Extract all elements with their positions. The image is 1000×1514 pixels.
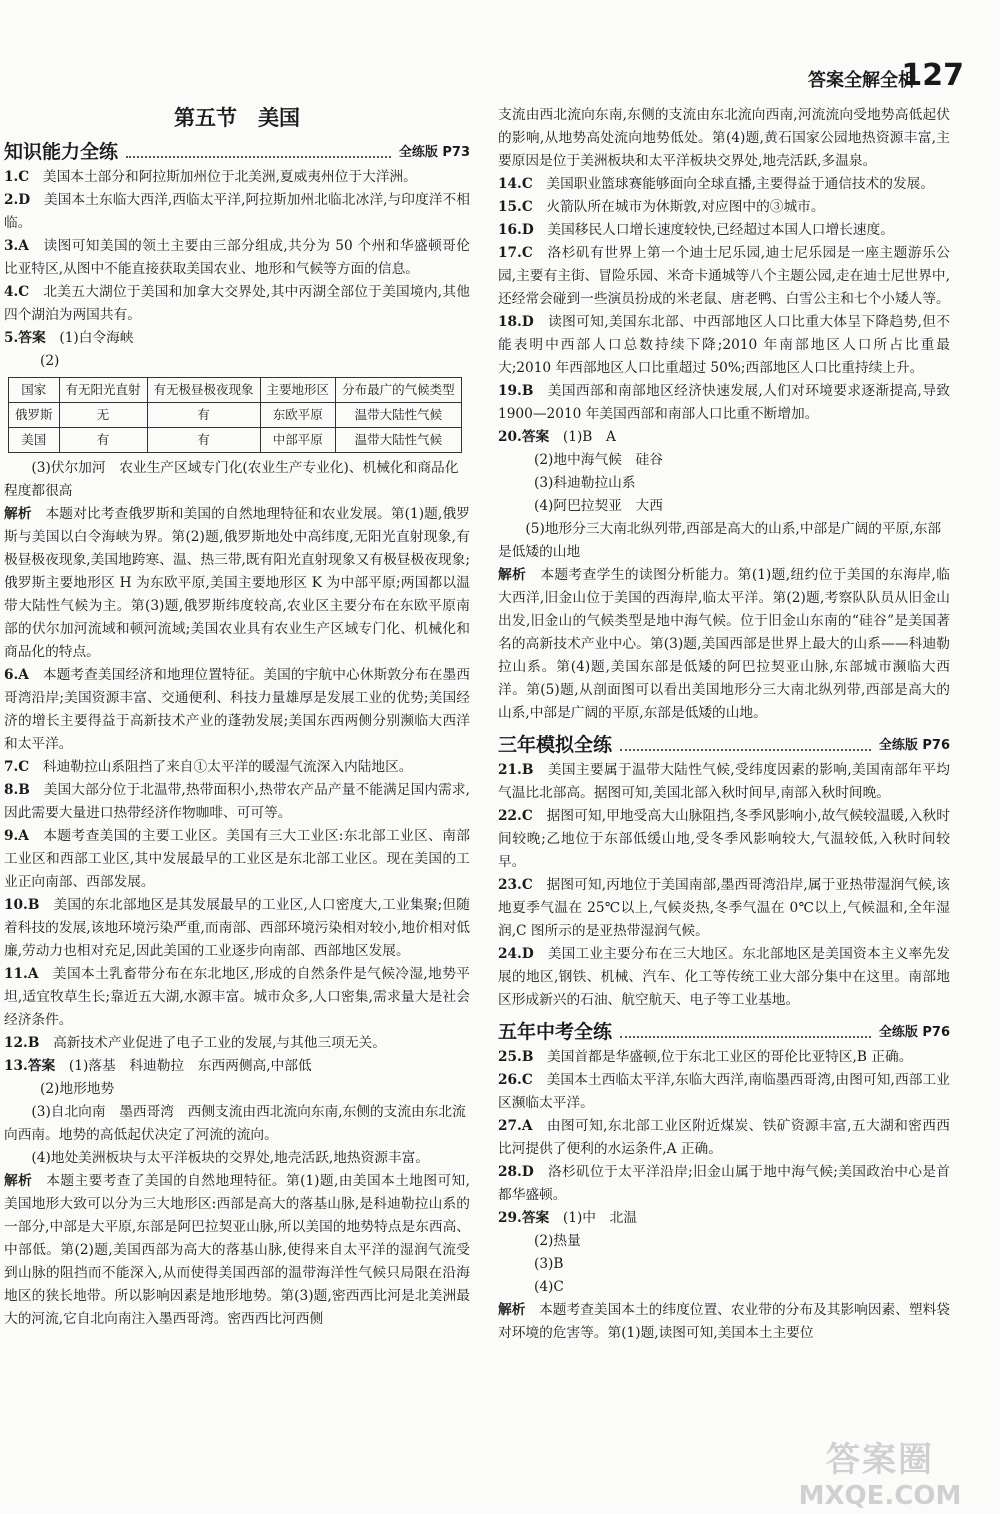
table-header-cell: 主要地形区 [260, 378, 336, 403]
answer-subpart: (3)科迪勒拉山系 [534, 475, 636, 491]
answer-text: 火箭队所在城市为休斯敦,对应图中的③城市。 [532, 199, 825, 215]
answer-text: 美国大部分位于北温带,热带面积小,热带农产品产量不能满足国内需求,因此需要大量进口热带经济作物咖啡、可可等。 [4, 782, 470, 821]
answer-text: 据图可知,丙地位于美国南部,墨西哥湾沿岸,属于亚热带湿润气候,该地夏季气温在 25℃以上,气候炎热,冬季气温在 0℃以上,气候温和,全年湿润,C 图所示的是亚热带湿润气候。 [498, 877, 950, 939]
page-header [0, 0, 1000, 100]
answer-item [498, 173, 950, 196]
table-cell: 美国 [9, 428, 60, 453]
section-ref: 全练版 P73 [398, 145, 470, 160]
question-number: 29.答案 [498, 1210, 550, 1226]
table-header-cell: 有无极昼极夜现象 [147, 378, 260, 403]
answer-text: (1)落基 科迪勒拉 东西两侧高,中部低 [55, 1058, 312, 1074]
answer-text: 美国职业篮球赛能够面向全球直播,主要得益于通信技术的发展。 [532, 176, 935, 192]
question-number: 14.C [498, 176, 533, 192]
question-number: 20.答案 [498, 429, 550, 445]
answer-text: 洛杉矶位于太平洋沿岸;旧金山属于地中海气候;美国政治中心是首都华盛顿。 [498, 1164, 950, 1203]
answer-item [4, 189, 470, 235]
watermark-line1: 答案圈 [826, 1440, 934, 1480]
question-number: 25.B [498, 1049, 534, 1065]
table-header-cell: 国家 [9, 378, 60, 403]
left-column [4, 100, 470, 1331]
answer-item [4, 327, 470, 350]
watermark-logo [780, 1432, 980, 1511]
answer-subpart: (3)自北向南 墨西哥湾 西侧支流由西北流向东南,东侧的支流由东北流向西南。地势的高低起伏决定了河流的流向。 [4, 1104, 466, 1143]
question-number: 21.B [498, 762, 534, 778]
answer-item [4, 235, 470, 281]
analysis [4, 503, 470, 664]
question-number: 16.D [498, 222, 534, 238]
analysis-text: 本题对比考查俄罗斯和美国的自然地理特征和农业发展。第(1)题,俄罗斯与美国以白令海峡为界。第(2)题,俄罗斯地处中高纬度,无阳光直射现象,有极昼极夜现象,美国地跨寒、温、热三带,既有阳光直射现象又有极昼极夜现象;俄罗斯主要地形区 H 为东欧平原,美国主要地形区 K 为中部平原;两国都以温带大陆性气候为主。第(3)题,俄罗斯纬度较高,农业区主要分布在东欧平原南部的伏尔加河流域和顿河流域;美国农业具有农业生产区域专门化、机械化和商品化的特点。 [4, 506, 470, 660]
answer-text: 美国本土乳畜带分布在东北地区,形成的自然条件是气候冷湿,地势平坦,适宜牧草生长;靠近五大湖,水源丰富。城市众多,人口密集,需求量大是社会经济条件。 [4, 966, 470, 1028]
question-number: 7.C [4, 759, 30, 775]
question-number: 13.答案 [4, 1058, 56, 1074]
answer-text: 北美五大湖位于美国和加拿大交界处,其中丙湖全部位于美国境内,其他四个湖泊为两国共有。 [4, 284, 470, 323]
analysis-continued: 支流由西北流向东南,东侧的支流由东北流向西南,河流流向受地势高低起伏的影响,从地势高处流向地势低处。第(4)题,黄石国家公园地热资源丰富,主要原因是位于美洲板块和太平洋板块交界处,地壳活跃,多温泉。 [498, 107, 950, 169]
table-cell: 中部平原 [260, 428, 336, 453]
analysis-text: 本题主要考查了美国的自然地理特征。第(1)题,由美国本土地图可知,美国地形大致可以分为三大地形区:西部是高大的落基山脉,是科迪勒拉山系的一部分,中部是大平原,东部是阿巴拉契亚山脉,所以美国的地势特点是东西高、中部低。第(2)题,美国西部为高大的落基山脉,使得来自太平洋的湿润气流受到山脉的阻挡而不能深入,从而使得美国西部的温带海洋性气候只局限在沿海地区的狭长地带。所以影响因素是地形地势。第(3)题,密西西比河是北美洲最大的河流,它自北向南注入墨西哥湾。密西西比河西侧 [4, 1173, 470, 1327]
answer-text: 高新技术产业促进了电子工业的发展,与其他三项无关。 [39, 1035, 386, 1051]
answer-item [498, 1046, 950, 1069]
table-cell: 俄罗斯 [9, 403, 60, 428]
section-header-knowledge [4, 136, 470, 164]
question-number: 10.B [4, 897, 40, 913]
answer-text: (1)中 北温 [549, 1210, 638, 1226]
comparison-table [8, 377, 462, 453]
section-title: 五年中考全练 [498, 1021, 613, 1043]
answer-subpart: (2)热量 [534, 1233, 581, 1249]
answer-item [498, 1207, 950, 1230]
question-number: 4.C [4, 284, 30, 300]
answer-text: 美国本土部分和阿拉斯加州位于北美洲,夏威夷州位于大洋洲。 [29, 169, 417, 185]
question-number: 23.C [498, 877, 533, 893]
answer-subpart: (2)地中海气候 硅谷 [534, 452, 663, 468]
section-ref: 全练版 P76 [878, 738, 950, 753]
answer-text: 据图可知,甲地受高大山脉阻挡,冬季风影响小,故气候较温暖,入秋时间较晚;乙地位于东部低缓山地,受冬季风影响较大,气温较低,入秋时间较早。 [498, 808, 950, 870]
section-dots [620, 749, 871, 751]
answer-text: (1)B A [549, 429, 616, 445]
section-title: 知识能力全练 [4, 141, 119, 163]
analysis-label: 解析 [498, 1302, 526, 1318]
answer-item [498, 1069, 950, 1115]
table-header-cell: 有无阳光直射 [59, 378, 147, 403]
answer-text: 美国本土东临大西洋,西临太平洋,阿拉斯加州北临北冰洋,与印度洋不相临。 [4, 192, 470, 231]
table-header-row [9, 378, 462, 403]
table-header-cell: 分布最广的气候类型 [336, 378, 462, 403]
table-cell: 有 [147, 403, 260, 428]
table-cell: 无 [59, 403, 147, 428]
answer-item [498, 1161, 950, 1207]
answer-text: 洛杉矶有世界上第一个迪士尼乐园,迪士尼乐园是一座主题游乐公园,主要有主街、冒险乐园、米奇卡通城等八个主题公园,走在迪士尼世界中,还经常会碰到一些演员扮成的米老鼠、唐老鸭、白雪公主和七个小矮人等。 [498, 245, 950, 307]
answer-text: 美国移民人口增长速度较快,已经超过本国人口增长速度。 [533, 222, 894, 238]
answer-text: 美国主要属于温带大陆性气候,受纬度因素的影响,美国南部年平均气温比北部高。据图可知,美国北部入秋时间早,南部入秋时间晚。 [498, 762, 950, 801]
answer-subpart: (4)阿巴拉契亚 大西 [534, 498, 663, 514]
analysis-text: 本题考查美国本土的纬度位置、农业带的分布及其影响因素、塑料袋对环境的危害等。第(1)题,读图可知,美国本土主要位 [498, 1302, 950, 1341]
question-number: 26.C [498, 1072, 533, 1088]
question-number: 3.A [4, 238, 29, 254]
answer-item [4, 166, 470, 189]
answer-item [4, 779, 470, 825]
question-number: 5.答案 [4, 330, 46, 346]
answer-text: 美国本土西临太平洋,东临大西洋,南临墨西哥湾,由图可知,西部工业区濒临太平洋。 [498, 1072, 950, 1111]
answer-item [4, 281, 470, 327]
analysis [498, 1299, 950, 1345]
answer-text: 本题考查美国的主要工业区。美国有三大工业区:东北部工业区、南部工业区和西部工业区,其中发展最早的工业区是东北部工业区。现在美国的工业正向南部、西部发展。 [4, 828, 470, 890]
header-label: 答案全解全析 [808, 70, 916, 91]
question-number: 12.B [4, 1035, 40, 1051]
answer-item [498, 196, 950, 219]
answer-item [4, 894, 470, 963]
analysis-label: 解析 [4, 1173, 33, 1189]
answer-item [498, 759, 950, 805]
answer-item [4, 1055, 470, 1078]
question-number: 18.D [498, 314, 534, 330]
answer-subpart: (2) [40, 353, 60, 369]
table-cell: 温带大陆性气候 [336, 428, 462, 453]
answer-item [4, 756, 470, 779]
answer-subpart: (5)地形分三大南北纵列带,西部是高大的山系,中部是广阔的平原,东部是低矮的山地 [498, 521, 942, 560]
section-ref: 全练版 P76 [878, 1025, 950, 1040]
answer-subpart: (4)地处美洲板块与太平洋板块的交界处,地壳活跃,地热资源丰富。 [31, 1150, 430, 1166]
answer-item [498, 219, 950, 242]
answer-text: 美国工业主要分布在三大地区。东北部地区是美国资本主义率先发展的地区,钢铁、机械、汽车、化工等传统工业大部分集中在这里。南部地区形成新兴的石油、航空航天、电子等工业基地。 [498, 946, 950, 1008]
right-column [498, 104, 950, 1345]
analysis [498, 564, 950, 725]
answer-subpart: (4)C [534, 1279, 564, 1295]
table-cell: 温带大陆性气候 [336, 403, 462, 428]
page-number: 127 [901, 58, 964, 93]
question-number: 8.B [4, 782, 30, 798]
question-number: 28.D [498, 1164, 534, 1180]
watermark-line2: MXQE.COM [798, 1481, 962, 1511]
table-row [9, 403, 462, 428]
answer-item [4, 664, 470, 756]
answer-text: 由图可知,东北部工业区附近煤炭、铁矿资源丰富,五大湖和密西西比河提供了便利的水运条件,A 正确。 [498, 1118, 950, 1157]
question-number: 2.D [4, 192, 31, 208]
section-title: 三年模拟全练 [498, 734, 613, 756]
analysis-label: 解析 [4, 506, 32, 522]
section-header-five-year [498, 1016, 950, 1044]
answer-subpart: (3)伏尔加河 农业生产区域专门化(农业生产专业化)、机械化和商品化程度都很高 [4, 460, 459, 499]
question-number: 11.A [4, 966, 39, 982]
question-number: 27.A [498, 1118, 533, 1134]
answer-item [498, 380, 950, 426]
answer-item [4, 1032, 470, 1055]
answer-item [498, 242, 950, 311]
analysis-label: 解析 [498, 567, 527, 583]
analysis [4, 1170, 470, 1331]
question-number: 22.C [498, 808, 533, 824]
section-dots [620, 1036, 871, 1038]
answer-item [4, 825, 470, 894]
answer-text: 读图可知美国的领土主要由三部分组成,共分为 50 个州和华盛顿哥伦比亚特区,从图中不能直接获取美国农业、地形和气候等方面的信息。 [4, 238, 470, 277]
section-header-three-year [498, 729, 950, 757]
answer-text: 本题考查美国经济和地理位置特征。美国的宇航中心休斯敦分布在墨西哥湾沿岸;美国资源丰富、交通便利、科技力量雄厚是发展工业的优势;美国经济的增长主要得益于高新技术产业的蓬勃发展;美国东西两侧分别濒临大西洋和太平洋。 [4, 667, 470, 752]
answer-item [498, 426, 950, 449]
question-number: 1.C [4, 169, 30, 185]
answer-item [498, 805, 950, 874]
answer-text: 美国首都是华盛顿,位于东北工业区的哥伦比亚特区,B 正确。 [533, 1049, 913, 1065]
question-number: 15.C [498, 199, 533, 215]
answer-item [498, 1115, 950, 1161]
answer-text: 读图可知,美国东北部、中西部地区人口比重大体呈下降趋势,但不能表明中西部人口总数持续下降;2010 年南部地区人口所占比重最大;2010 年西部地区人口比重超过 50%;西部地区人口比重持续上升。 [498, 314, 950, 376]
answer-text: 美国西部和南部地区经济快速发展,人们对环境要求逐渐提高,导致 1900—2010 年美国西部和南部人口比重不断增加。 [498, 383, 950, 422]
question-number: 6.A [4, 667, 29, 683]
analysis-text: 本题考查学生的读图分析能力。第(1)题,纽约位于美国的东海岸,临大西洋,旧金山位于美国的西海岸,临太平洋。第(2)题,考察队队员从旧金山出发,旧金山的气候类型是地中海气候。位于旧金山东南的“硅谷”是美国著名的高新技术产业中心。第(3)题,美国西部是世界上最大的山系——科迪勒拉山系。第(4)题,美国东部是低矮的阿巴拉契亚山脉,东部城市濒临大西洋。第(5)题,从剖面图可以看出美国地形分三大南北纵列带,西部是高大的山系,中部是广阔的平原,东部是低矮的山地。 [498, 567, 950, 721]
question-number: 24.D [498, 946, 534, 962]
table-cell: 有 [147, 428, 260, 453]
question-number: 9.A [4, 828, 29, 844]
answer-item [498, 943, 950, 1012]
table-cell: 东欧平原 [260, 403, 336, 428]
question-number: 17.C [498, 245, 533, 261]
table-row [9, 428, 462, 453]
answer-subpart: (3)B [534, 1256, 564, 1272]
chapter-title: 第五节 美国 [174, 105, 300, 130]
answer-text: (1)白令海峡 [45, 330, 134, 346]
table-cell: 有 [59, 428, 147, 453]
answer-item [498, 874, 950, 943]
answer-subpart: (2)地形地势 [40, 1081, 115, 1097]
answer-text: 美国的东北部地区是其发展最早的工业区,人口密度大,工业集聚;但随着科技的发展,该地环境污染严重,而南部、西部环境污染相对较小,地价相对低廉,劳动力也相对充足,因此美国的工业逐步向南部、西部地区发展。 [4, 897, 470, 959]
answer-text: 科迪勒拉山系阻挡了来自①太平洋的暖湿气流深入内陆地区。 [29, 759, 413, 775]
question-number: 19.B [498, 383, 534, 399]
section-dots [126, 156, 391, 158]
answer-item [498, 311, 950, 380]
answer-item [4, 963, 470, 1032]
